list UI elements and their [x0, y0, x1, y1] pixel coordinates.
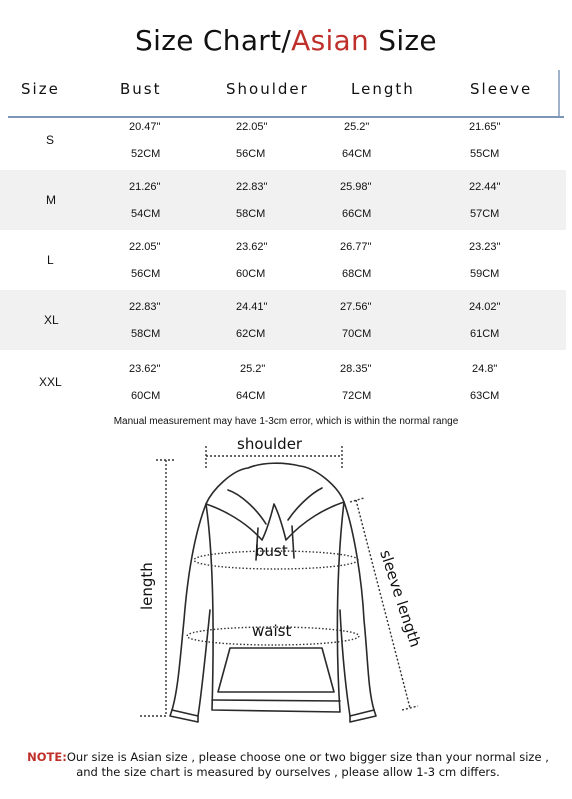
size-label: XXL — [39, 375, 62, 389]
length-inch: 26.77" — [340, 241, 372, 253]
note-text: Our size is Asian size , please choose one or two bigger size than your normal size , and the size chart is measured by ourselves , please allow 1-3 cm differs. — [66, 750, 549, 779]
shoulder-cm: 60CM — [236, 268, 266, 280]
footer-note — [18, 750, 558, 780]
col-size: Size — [21, 80, 60, 98]
length-cm: 66CM — [342, 208, 372, 220]
title-main: Size Chart/ — [135, 24, 292, 57]
length-inch: 28.35" — [340, 363, 372, 375]
shoulder-cm: 64CM — [236, 390, 266, 402]
size-label: L — [47, 253, 54, 267]
bust-cm: 52CM — [131, 148, 161, 160]
label-shoulder: shoulder — [237, 435, 303, 453]
length-inch: 25.98" — [340, 181, 372, 193]
bust-inch: 21.26" — [129, 181, 161, 193]
col-length: Length — [351, 80, 415, 98]
bust-inch: 20.47" — [129, 121, 161, 133]
label-sleeve-length: sleeve length — [376, 547, 425, 650]
shoulder-inch: 24.41" — [236, 301, 268, 313]
sleeve-inch: 24.8" — [472, 363, 498, 375]
shoulder-cm: 58CM — [236, 208, 266, 220]
sleeve-cm: 59CM — [470, 268, 500, 280]
label-length: length — [138, 562, 156, 610]
bust-cm: 54CM — [131, 208, 161, 220]
length-inch: 27.56" — [340, 301, 372, 313]
col-shoulder: Shoulder — [226, 80, 309, 98]
bust-inch: 23.62" — [129, 363, 161, 375]
sleeve-inch: 22.44" — [469, 181, 501, 193]
length-cm: 72CM — [342, 390, 372, 402]
measurement-note: Manual measurement may have 1-3cm error, which is within the normal range — [113, 416, 459, 427]
sleeve-inch: 21.65" — [469, 121, 501, 133]
hoodie-outline-icon — [170, 463, 376, 722]
shoulder-cm: 62CM — [236, 328, 266, 340]
label-waist: waist — [252, 622, 292, 640]
shoulder-cm: 56CM — [236, 148, 266, 160]
length-cm: 64CM — [342, 148, 372, 160]
bust-inch: 22.05" — [129, 241, 161, 253]
label-bust: bust — [255, 542, 288, 560]
sleeve-cm: 61CM — [470, 328, 500, 340]
size-label: M — [46, 193, 56, 207]
size-label: XL — [44, 313, 59, 327]
col-bust: Bust — [120, 80, 162, 98]
sleeve-cm: 63CM — [470, 390, 500, 402]
bust-cm: 56CM — [131, 268, 161, 280]
length-cm: 68CM — [342, 268, 372, 280]
sleeve-inch: 23.23" — [469, 241, 501, 253]
note-label: NOTE: — [27, 750, 67, 764]
title-tail: Size — [369, 24, 437, 57]
bust-cm: 60CM — [131, 390, 161, 402]
title-accent: Asian — [291, 24, 370, 57]
bust-cm: 58CM — [131, 328, 161, 340]
col-sleeve: Sleeve — [470, 80, 533, 98]
shoulder-inch: 22.05" — [236, 121, 268, 133]
sleeve-cm: 57CM — [470, 208, 500, 220]
length-inch: 25.2" — [344, 121, 370, 133]
shoulder-inch: 23.62" — [236, 241, 268, 253]
sleeve-cm: 55CM — [470, 148, 500, 160]
sleeve-inch: 24.02" — [469, 301, 501, 313]
shoulder-inch: 22.83" — [236, 181, 268, 193]
bust-inch: 22.83" — [129, 301, 161, 313]
shoulder-inch: 25.2" — [240, 363, 266, 375]
size-label: S — [46, 133, 55, 147]
length-cm: 70CM — [342, 328, 372, 340]
